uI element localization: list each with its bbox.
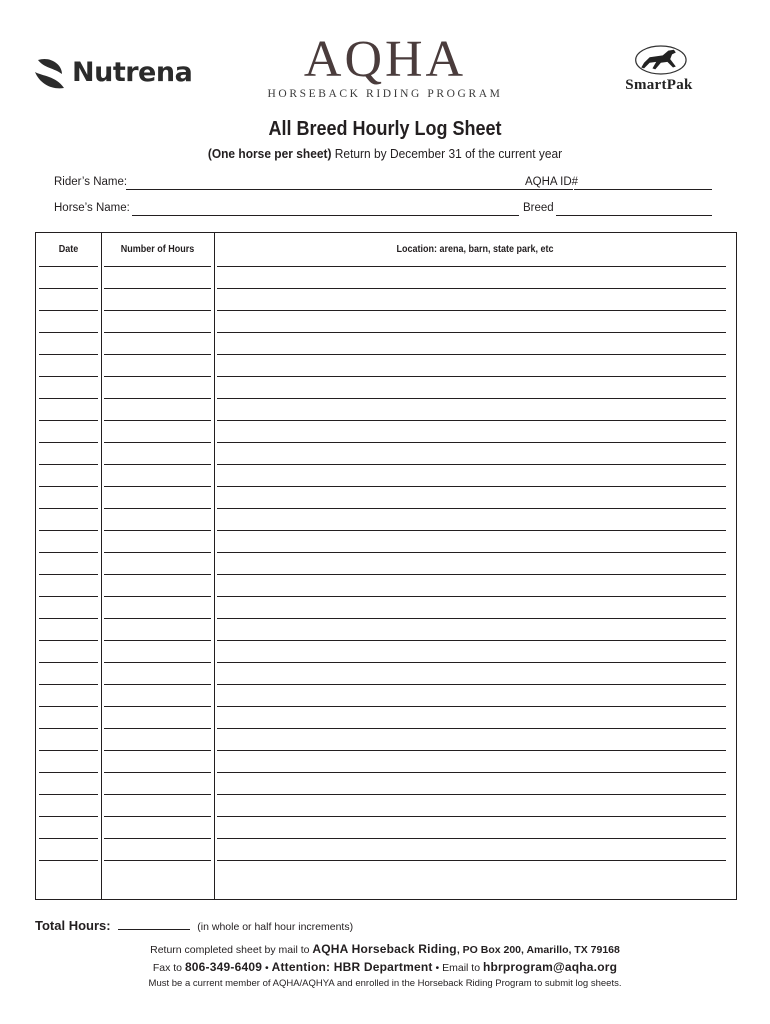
- date-cell[interactable]: [39, 728, 98, 729]
- date-cell[interactable]: [39, 816, 98, 817]
- horse-name-field[interactable]: [132, 215, 519, 216]
- location-cell[interactable]: [217, 816, 726, 817]
- mail-prefix: Return completed sheet by mail to: [150, 944, 313, 956]
- horse-name-label: Horse’s Name:: [54, 202, 130, 214]
- date-cell[interactable]: [39, 310, 98, 311]
- location-cell[interactable]: [217, 794, 726, 795]
- date-cell[interactable]: [39, 376, 98, 377]
- total-hours-row: [35, 918, 353, 933]
- hours-cell[interactable]: [104, 420, 211, 421]
- total-hours-label: Total Hours:: [35, 918, 111, 933]
- date-cell[interactable]: [39, 508, 98, 509]
- date-cell[interactable]: [39, 684, 98, 685]
- location-cell[interactable]: [217, 288, 726, 289]
- hours-cell[interactable]: [104, 728, 211, 729]
- location-cell[interactable]: [217, 310, 726, 311]
- total-hours-field[interactable]: [118, 928, 190, 930]
- date-cell[interactable]: [39, 266, 98, 267]
- email-prefix: Email to: [442, 962, 483, 974]
- hours-cell[interactable]: [104, 596, 211, 597]
- location-cell[interactable]: [217, 860, 726, 861]
- aqha-wordmark: AQHA: [303, 31, 467, 88]
- date-cell[interactable]: [39, 618, 98, 619]
- location-cell[interactable]: [217, 706, 726, 707]
- location-cell[interactable]: [217, 442, 726, 443]
- hours-cell[interactable]: [104, 266, 211, 267]
- hours-cell[interactable]: [104, 288, 211, 289]
- location-cell[interactable]: [217, 684, 726, 685]
- hours-cell[interactable]: [104, 574, 211, 575]
- hours-cell[interactable]: [104, 354, 211, 355]
- hours-cell[interactable]: [104, 442, 211, 443]
- aqha-logo: [250, 32, 520, 112]
- total-hours-note: (in whole or half hour increments): [197, 921, 354, 933]
- aqha-program-name: HORSEBACK RIDING PROGRAM: [267, 88, 503, 100]
- date-cell[interactable]: [39, 464, 98, 465]
- breed-field[interactable]: [556, 215, 712, 216]
- date-cell[interactable]: [39, 750, 98, 751]
- breed-label: Breed: [523, 202, 554, 214]
- subtitle-text: Return by December 31 of the current year: [331, 146, 563, 161]
- bullet-separator-1: •: [262, 962, 272, 974]
- location-cell[interactable]: [217, 838, 726, 839]
- date-cell[interactable]: [39, 420, 98, 421]
- hours-cell[interactable]: [104, 794, 211, 795]
- hours-cell[interactable]: [104, 486, 211, 487]
- rider-name-label: Rider’s Name:: [54, 176, 128, 188]
- location-cell[interactable]: [217, 640, 726, 641]
- date-cell[interactable]: [39, 486, 98, 487]
- hours-cell[interactable]: [104, 750, 211, 751]
- contact-instructions: [0, 960, 770, 974]
- nutrena-wordmark: Nutrena: [72, 57, 193, 88]
- rider-row: [54, 176, 714, 192]
- page-title: All Breed Hourly Log Sheet: [268, 118, 502, 140]
- hours-cell[interactable]: [104, 332, 211, 333]
- location-cell[interactable]: [217, 662, 726, 663]
- location-cell[interactable]: [217, 398, 726, 399]
- hours-cell[interactable]: [104, 838, 211, 839]
- location-cell[interactable]: [217, 266, 726, 267]
- running-horse-icon: [631, 44, 687, 76]
- hours-cell[interactable]: [104, 662, 211, 663]
- column-divider-hours: [214, 233, 215, 899]
- date-cell[interactable]: [39, 552, 98, 553]
- date-cell[interactable]: [39, 332, 98, 333]
- hour-log-table: [35, 232, 737, 900]
- hours-cell[interactable]: [104, 530, 211, 531]
- horse-row: [54, 202, 714, 218]
- mail-recipient: AQHA Horseback Riding: [312, 942, 457, 956]
- date-cell[interactable]: [39, 794, 98, 795]
- mail-instructions: [0, 942, 770, 956]
- date-cell[interactable]: [39, 398, 98, 399]
- membership-note: Must be a current member of AQHA/AQHYA and enrolled in the Horseback Riding Program to submit log sheets.: [148, 978, 622, 989]
- hours-cell[interactable]: [104, 640, 211, 641]
- nutrena-logo: [32, 54, 207, 96]
- hours-cell[interactable]: [104, 706, 211, 707]
- nutrena-leaf-icon: [32, 54, 70, 96]
- smartpak-wordmark: SmartPak: [625, 77, 693, 93]
- column-header-date: Date: [58, 244, 79, 255]
- date-cell[interactable]: [39, 442, 98, 443]
- location-cell[interactable]: [217, 750, 726, 751]
- bullet-separator-2: •: [432, 962, 443, 974]
- smartpak-logo: [604, 44, 714, 100]
- location-cell[interactable]: [217, 728, 726, 729]
- date-cell[interactable]: [39, 354, 98, 355]
- email-address[interactable]: hbrprogram@aqha.org: [482, 960, 618, 974]
- column-header-hours: Number of Hours: [120, 244, 195, 255]
- attention-line: Attention: HBR Department: [271, 960, 433, 974]
- location-cell[interactable]: [217, 354, 726, 355]
- location-cell[interactable]: [217, 596, 726, 597]
- date-cell[interactable]: [39, 574, 98, 575]
- location-cell[interactable]: [217, 420, 726, 421]
- page-subtitle: [31, 146, 739, 161]
- date-cell[interactable]: [39, 640, 98, 641]
- location-cell[interactable]: [217, 530, 726, 531]
- mail-address: , PO Box 200, Amarillo, TX 79168: [456, 944, 620, 956]
- subtitle-emphasis: (One horse per sheet): [207, 146, 332, 161]
- column-divider-date: [101, 233, 102, 899]
- hours-cell[interactable]: [104, 816, 211, 817]
- hours-cell[interactable]: [104, 398, 211, 399]
- hours-cell[interactable]: [104, 508, 211, 509]
- location-cell[interactable]: [217, 486, 726, 487]
- hours-cell[interactable]: [104, 464, 211, 465]
- location-cell[interactable]: [217, 464, 726, 465]
- hours-cell[interactable]: [104, 376, 211, 377]
- date-cell[interactable]: [39, 772, 98, 773]
- date-cell[interactable]: [39, 530, 98, 531]
- location-cell[interactable]: [217, 332, 726, 333]
- hours-cell[interactable]: [104, 684, 211, 685]
- hours-cell[interactable]: [104, 772, 211, 773]
- rider-name-field[interactable]: [126, 189, 573, 190]
- column-header-location: Location: arena, barn, state park, etc: [396, 244, 554, 255]
- location-cell[interactable]: [217, 552, 726, 553]
- aqha-id-field[interactable]: [574, 189, 712, 190]
- hours-cell[interactable]: [104, 860, 211, 861]
- date-cell[interactable]: [39, 706, 98, 707]
- date-cell[interactable]: [39, 838, 98, 839]
- date-cell[interactable]: [39, 662, 98, 663]
- date-cell[interactable]: [39, 860, 98, 861]
- aqha-id-label: AQHA ID#: [525, 176, 579, 188]
- location-cell[interactable]: [217, 508, 726, 509]
- date-cell[interactable]: [39, 288, 98, 289]
- hours-cell[interactable]: [104, 618, 211, 619]
- fax-number: 806-349-6409: [184, 960, 263, 974]
- location-cell[interactable]: [217, 574, 726, 575]
- location-cell[interactable]: [217, 772, 726, 773]
- location-cell[interactable]: [217, 376, 726, 377]
- location-cell[interactable]: [217, 618, 726, 619]
- hours-cell[interactable]: [104, 310, 211, 311]
- date-cell[interactable]: [39, 596, 98, 597]
- fax-prefix: Fax to: [152, 962, 185, 974]
- hours-cell[interactable]: [104, 552, 211, 553]
